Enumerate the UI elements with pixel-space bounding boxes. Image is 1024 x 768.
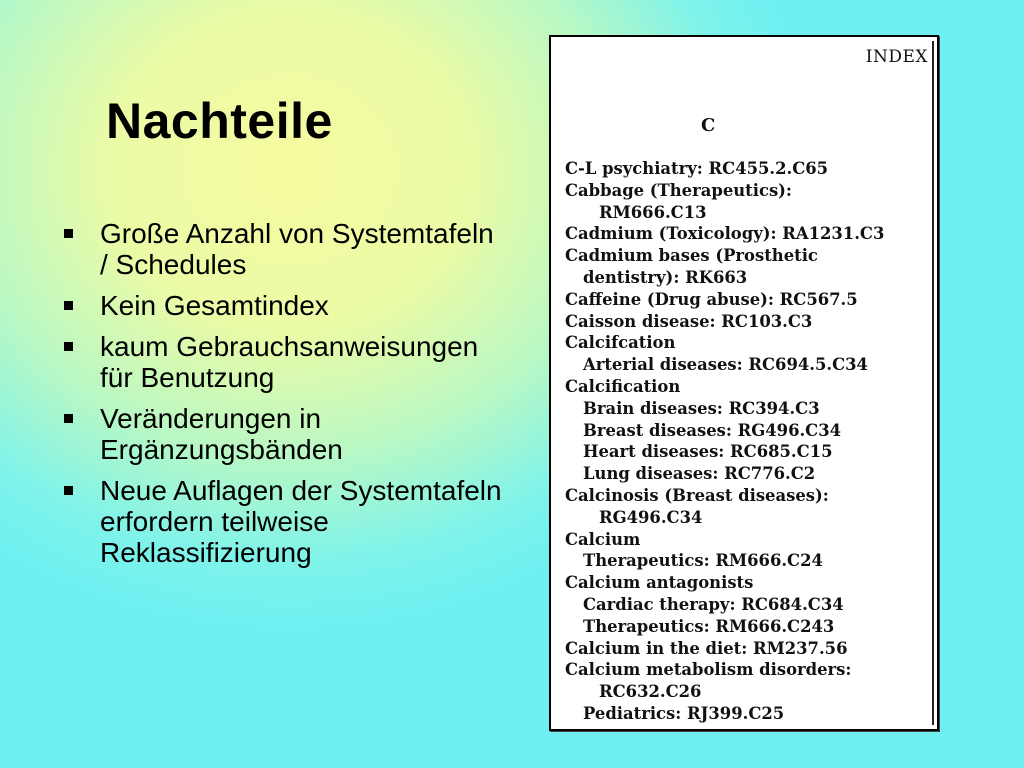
index-entry: Caffeine (Drug abuse): RC567.5 xyxy=(565,289,858,309)
index-entry: Calcinosis (Breast diseases): xyxy=(565,485,829,505)
index-entry: RG496.C34 xyxy=(599,507,703,527)
index-entry: Calcium metabolism disorders: xyxy=(565,660,852,680)
square-bullet-icon xyxy=(64,342,73,351)
bullet-text: Große Anzahl von Systemtafeln / Schedules xyxy=(100,218,494,280)
bullet-text: Neue Auflagen der Systemtafeln erfordern teilweise Reklassifizierung xyxy=(100,475,502,568)
index-entry: Calcium antagonists xyxy=(565,573,754,593)
index-entry: Arterial diseases: RC694.5.C34 xyxy=(583,355,868,375)
index-header: INDEX xyxy=(865,47,928,67)
bullet-item xyxy=(58,475,508,568)
square-bullet-icon xyxy=(64,229,73,238)
index-entry-list xyxy=(565,158,884,725)
square-bullet-icon xyxy=(64,301,73,310)
slide-title: Nachteile xyxy=(106,93,333,149)
bullet-list xyxy=(58,218,508,578)
bullet-item xyxy=(58,218,508,280)
index-entry: Calcification xyxy=(565,376,681,396)
index-entry: Therapeutics: RM666.C243 xyxy=(583,616,835,636)
index-entry: Cardiac therapy: RC684.C34 xyxy=(583,594,844,614)
bullet-text: kaum Gebrauchsanweisungen für Benutzung xyxy=(100,331,479,393)
index-entry: C-L psychiatry: RC455.2.C65 xyxy=(565,159,829,178)
index-entry: Calcium xyxy=(565,529,641,549)
index-entry: Caisson disease: RC103.C3 xyxy=(565,311,813,331)
index-section-letter: C xyxy=(701,115,716,136)
square-bullet-icon xyxy=(64,414,73,423)
index-page-image xyxy=(549,35,939,731)
index-entry: Pediatrics: RJ399.C25 xyxy=(583,703,785,723)
bullet-item xyxy=(58,331,508,393)
square-bullet-icon xyxy=(64,486,73,495)
index-entry: Calcifcation xyxy=(565,333,676,353)
bullet-item xyxy=(58,403,508,465)
index-entry: RC632.C26 xyxy=(599,682,702,702)
bullet-text: Kein Gesamtindex xyxy=(100,290,329,321)
index-entry: Heart diseases: RC685.C15 xyxy=(583,442,833,462)
index-entry: RM666.C13 xyxy=(599,202,707,222)
index-entry: Cadmium (Toxicology): RA1231.C3 xyxy=(565,224,885,244)
bullet-text: Veränderungen in Ergänzungsbänden xyxy=(100,403,343,465)
index-entry: Therapeutics: RM666.C24 xyxy=(583,551,823,571)
index-entry: Cabbage (Therapeutics): xyxy=(565,180,792,200)
index-entry: Brain diseases: RC394.C3 xyxy=(583,398,820,418)
index-entry: Cadmium bases (Prosthetic xyxy=(565,246,818,266)
bullet-item xyxy=(58,290,508,321)
index-entry: Calcium in the diet: RM237.56 xyxy=(565,638,848,658)
index-entry: Lung diseases: RC776.C2 xyxy=(583,464,816,484)
index-entry: Breast diseases: RG496.C34 xyxy=(583,420,842,440)
index-entry: dentistry): RK663 xyxy=(583,267,748,287)
